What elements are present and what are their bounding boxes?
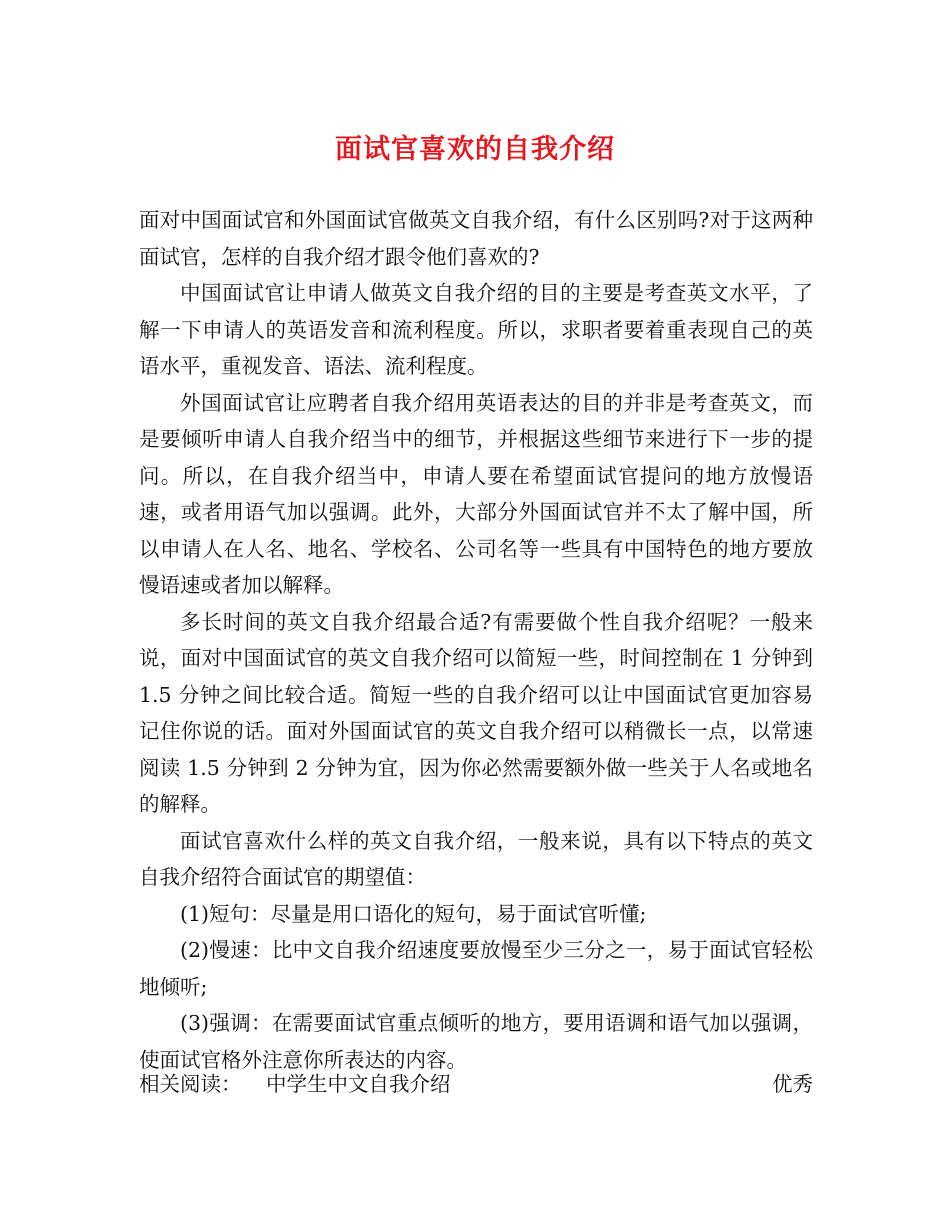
related-reading <box>139 1066 813 1103</box>
related-reading-label: 相关阅读： <box>139 1072 242 1096</box>
related-reading-link[interactable]: 中学生中文自我介绍 <box>266 1072 451 1096</box>
paragraph-chinese-interviewer: 中国面试官让申请人做英文自我介绍的目的主要是考查英文水平，了解一下申请人的英语发音和流利程度。所以，求职者要着重表现自己的英语水平，重视发音、语法、流利程度。 <box>139 281 813 378</box>
document-body <box>139 202 813 1078</box>
related-reading-left <box>139 1066 469 1103</box>
related-reading-right[interactable]: 优秀 <box>772 1072 813 1096</box>
paragraph-foreign-interviewer: 外国面试官让应聘者自我介绍用英语表达的目的并非是考查英文，而是要倾听申请人自我介绍当中的细节，并根据这些细节来进行下一步的提问。所以，在自我介绍当中，申请人要在希望面试官提问的地方放慢语速，或者用语气加以强调。此外，大部分外国面试官并不太了解中国，所以申请人在人名、地名、学校名、公司名等一些具有中国特色的地方要放慢语速或者加以解释。 <box>139 390 813 597</box>
paragraph-intro: 面对中国面试官和外国面试官做英文自我介绍，有什么区别吗?对于这两种面试官，怎样的自我介绍才跟令他们喜欢的? <box>139 208 813 269</box>
list-item-emphasis: (3)强调：在需要面试官重点倾听的地方，要用语调和语气加以强调，使面试官格外注意你所表达的内容。 <box>139 1011 813 1072</box>
list-item-slow-speed: (2)慢速：比中文自我介绍速度要放慢至少三分之一，易于面试官轻松地倾听; <box>139 938 813 999</box>
document-title: 面试官喜欢的自我介绍 <box>335 134 615 165</box>
list-item-short-sentences: (1)短句：尽量是用口语化的短句，易于面试官听懂; <box>180 901 647 926</box>
paragraph-features-intro: 面试官喜欢什么样的英文自我介绍，一般来说，具有以下特点的英文自我介绍符合面试官的期望值： <box>139 828 813 889</box>
paragraph-duration: 多长时间的英文自我介绍最合适?有需要做个性自我介绍呢？一般来说，面对中国面试官的英文自我介绍可以简短一些，时间控制在 1 分钟到 1.5 分钟之间比较合适。简短一些的自我介绍可以让中国面试官更加容易记住你说的话。面对外国面试官的英文自我介绍可以稍微长一点，以常速阅读 1.5 分钟到 2 分钟为宜，因为你必然需要额外做一些关于人名或地名的解释。 <box>139 609 813 816</box>
